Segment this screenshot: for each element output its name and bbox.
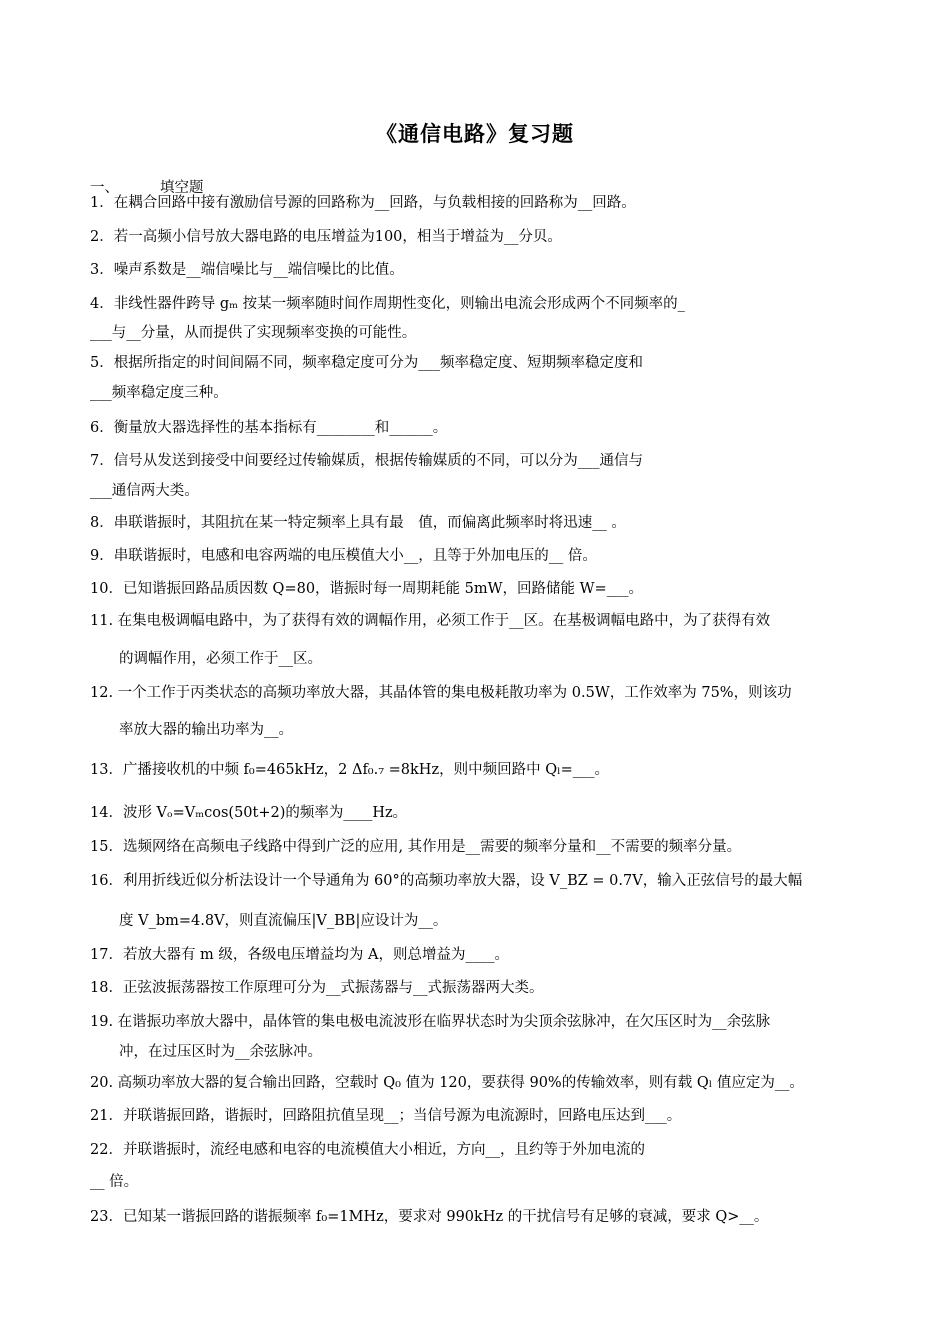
question-line: 10．已知谐振回路品质因数 Q=80，谐振时每一周期耗能 5mW，回路储能 W=___。	[90, 581, 643, 597]
question-line: 4．非线性器件跨导 gₘ 按某一频率随时间作周期性变化，则输出电流会形成两个不同频率的_	[90, 296, 685, 312]
question-line: 19. 在谐振功率放大器中，晶体管的集电极电流波形在临界状态时为尖顶余弦脉冲，在欠压区时为__余弦脉	[90, 1014, 771, 1030]
question-line: 5．根据所指定的时间间隔不同，频率稳定度可分为___频率稳定度、短期频率稳定度和	[90, 355, 643, 371]
question-line: 14．波形 Vₒ=Vₘcos(50t+2)的频率为____Hz。	[90, 805, 408, 821]
question-line: 7．信号从发送到接受中间要经过传输媒质，根据传输媒质的不同，可以分为___通信与	[90, 453, 643, 469]
question-line: 12. 一个工作于丙类状态的高频功率放大器，其晶体管的集电极耗散功率为 0.5W，工作效率为 75%，则该功	[90, 685, 792, 701]
question-line: 冲，在过压区时为__余弦脉冲。	[119, 1044, 322, 1060]
question-line: 13．广播接收机的中频 f₀=465kHz，2 Δf₀.₇ =8kHz，则中频回路中 Qₗ=___。	[90, 762, 610, 778]
question-line: 23．已知某一谐振回路的谐振频率 f₀=1MHz，要求对 990kHz 的干扰信号有足够的衰减，要求 Q>__。	[90, 1209, 769, 1225]
question-line: 16．利用折线近似分析法设计一个导通角为 60°的高频功率放大器，设 V_BZ = 0.7V，输入正弦信号的最大幅	[90, 873, 803, 889]
question-line: 20. 高频功率放大器的复合输出回路，空载时 Q₀ 值为 120，要获得 90%的传输效率，则有载 Qₗ 值应定为__。	[90, 1075, 804, 1091]
question-line: 率放大器的输出功率为__。	[119, 722, 293, 738]
question-line: ___与__分量，从而提供了实现频率变换的可能性。	[90, 325, 417, 341]
question-line: 18．正弦波振荡器按工作原理可分为__式振荡器与__式振荡器两大类。	[90, 980, 544, 996]
question-line: ___通信两大类。	[90, 483, 199, 499]
question-line: 的调幅作用，必须工作于__区。	[119, 651, 322, 667]
question-line: 17．若放大器有 m 级，各级电压增益均为 A，则总增益为____。	[90, 947, 509, 963]
question-line: 3．噪声系数是__端信噪比与__端信噪比的比值。	[90, 262, 404, 278]
question-line: __ 倍。	[90, 1174, 139, 1190]
question-line: 22．并联谐振时，流经电感和电容的电流模值大小相近，方向__，且约等于外加电流的	[90, 1142, 645, 1158]
question-line: ___频率稳定度三种。	[90, 385, 228, 401]
question-line: 9．串联谐振时，电感和电容两端的电压模值大小__，且等于外加电压的__ 倍。	[90, 548, 597, 564]
question-line: 2．若一高频小信号放大器电路的电压增益为100，相当于增益为__分贝。	[90, 229, 562, 245]
question-line: 15．选频网络在高频电子线路中得到广泛的应用, 其作用是__需要的频率分量和__不需要的频率分量。	[90, 839, 742, 855]
question-line: 6．衡量放大器选择性的基本指标有________和______。	[90, 420, 448, 436]
section-number: 一、	[90, 180, 119, 196]
section-label: 填空题	[160, 180, 204, 196]
document-title: 《通信电路》复习题	[376, 121, 574, 146]
question-line: 21．并联谐振回路，谐振时，回路阻抗值呈现__；当信号源为电流源时，回路电压达到___。	[90, 1108, 682, 1124]
question-line: 8．串联谐振时，其阻抗在某一特定频率上具有最 值，而偏离此频率时将迅速__ 。	[90, 515, 626, 531]
question-line: 11. 在集电极调幅电路中，为了获得有效的调幅作用，必须工作于__区。在基极调幅电路中，为了获得有效	[90, 613, 771, 629]
question-line: 度 V_bm=4.8V，则直流偏压|V_BB|应设计为__。	[119, 913, 448, 929]
question-line: 1．在耦合回路中接有激励信号源的回路称为__回路，与负载相接的回路称为__回路。	[90, 195, 636, 211]
